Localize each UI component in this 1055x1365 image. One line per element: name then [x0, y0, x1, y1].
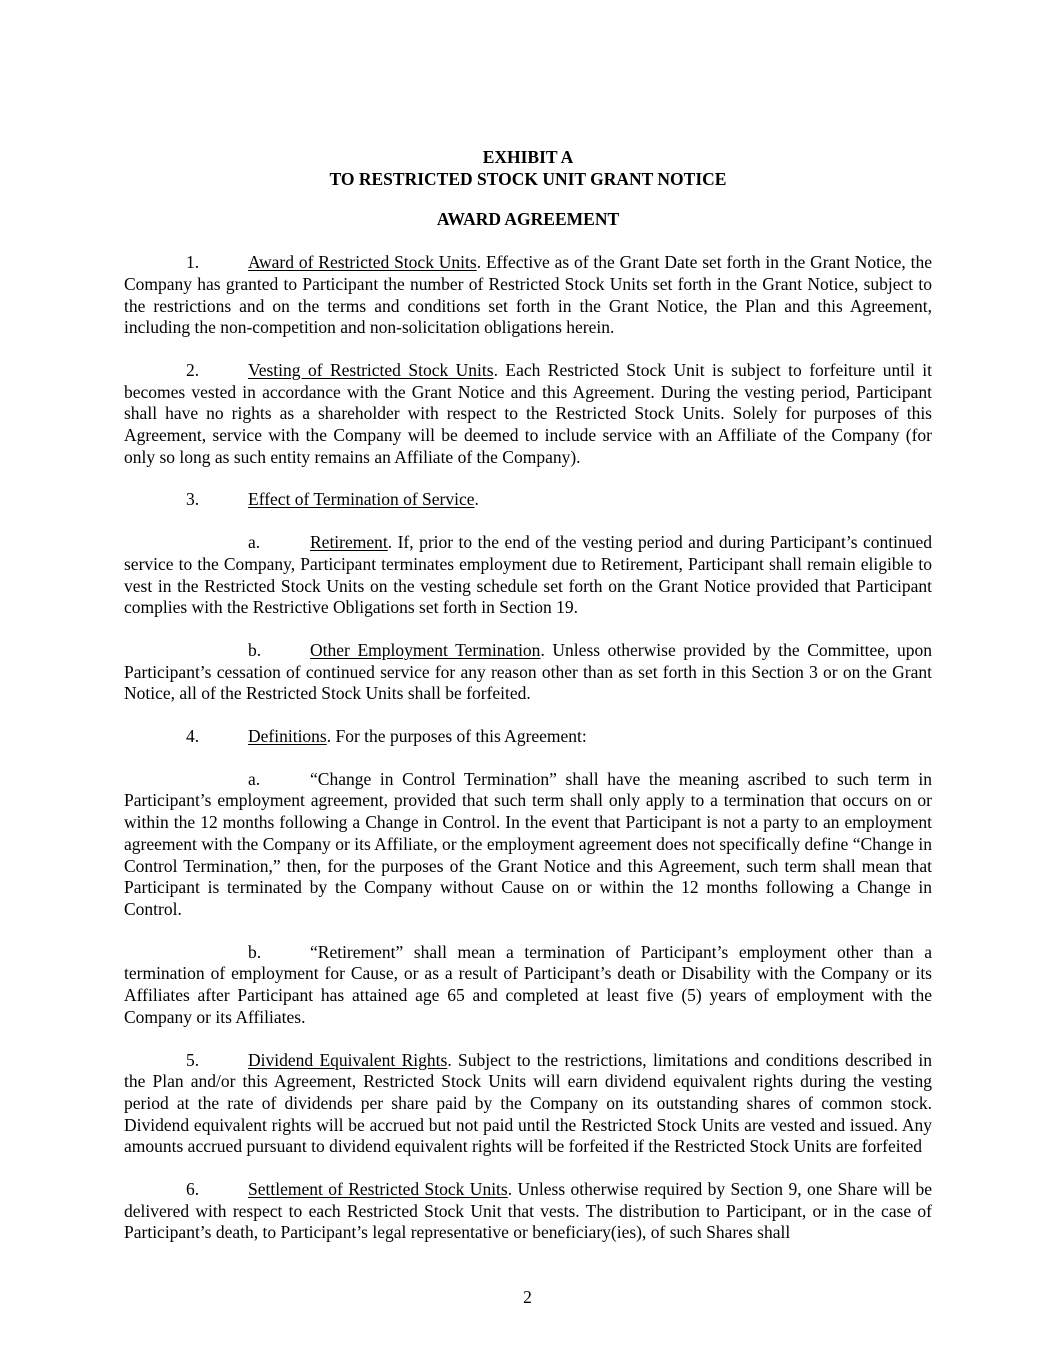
section-6	[124, 1179, 932, 1244]
page-number: 2	[523, 1287, 532, 1307]
section-5-text: . Subject to the restrictions, limitations and conditions described in the Plan and/or this Agreement, Restricted Stock Units will earn dividend equivalent rights during the vesting period at the rate of dividends per share paid by the Company on its outstanding shares of common stock. Dividend equivalent rights will be accrued but not paid until the Restricted Stock Units are vested and issued. Any amounts accrued pursuant to dividend equivalent rights will be forfeited if the Restricted Stock Units are forfeited	[124, 1049, 932, 1157]
section-2-text: . Each Restricted Stock Unit is subject to forfeiture until it becomes vested in accordance with the Grant Notice and this Agreement. During the vesting period, Participant shall have no rights as a shareholder with respect to the Restricted Stock Units. Solely for purposes of this Agreement, service with the Company will be deemed to include service with an Affiliate of the Company (for only so long as such entity remains an Affiliate of the Company).	[124, 359, 932, 467]
section-1	[124, 252, 932, 339]
section-4a	[124, 769, 932, 921]
section-3a	[124, 532, 932, 619]
section-1-text: . Effective as of the Grant Date set forth in the Grant Notice, the Company has granted to Participant the number of Restricted Stock Units set forth in the Grant Notice, subject to the restrictions and on the terms and conditions set forth in the Grant Notice, the Plan and this Agreement, including the non-competition and non-solicitation obligations herein.	[124, 252, 933, 338]
section-6-text: . Unless otherwise required by Section 9, one Share will be delivered with respect to each Restricted Stock Unit that vests. The distribution to Participant, or in the case of Participant’s death, to Participant’s legal representative or beneficiary(ies), of such Shares shall	[124, 1179, 932, 1243]
section-4b	[124, 942, 932, 1029]
section-2-number: 2.	[186, 359, 200, 380]
section-3a-heading: Retirement	[310, 532, 388, 553]
section-4-heading: Definitions	[248, 726, 327, 747]
section-3a-letter: a.	[248, 532, 261, 553]
section-5	[124, 1050, 932, 1159]
section-5-number: 5.	[186, 1049, 200, 1070]
section-3-heading: Effect of Termination of Service	[248, 489, 475, 510]
section-3	[124, 489, 932, 511]
section-4a-letter: a.	[248, 768, 261, 789]
section-3-text: .	[474, 489, 479, 510]
section-4-text: . For the purposes of this Agreement:	[326, 726, 587, 747]
exhibit-subtitle: TO RESTRICTED STOCK UNIT GRANT NOTICE	[329, 168, 727, 189]
document-body	[124, 147, 932, 1244]
section-4b-text: “Retirement” shall mean a termination of Participant’s employment other than a termination of employment for Cause, or as a result of Participant’s death or Disability with the Company or its Affiliates after Participant has attained age 65 and completed at least five (5) years of employment with the Company or its Affiliates.	[124, 941, 932, 1027]
exhibit-title: EXHIBIT A	[482, 147, 574, 167]
section-3-number: 3.	[186, 489, 200, 510]
section-2-heading: Vesting of Restricted Stock Units	[248, 359, 494, 380]
section-6-heading: Settlement of Restricted Stock Units	[248, 1179, 508, 1200]
section-4	[124, 726, 932, 748]
section-4b-letter: b.	[248, 941, 262, 962]
section-6-number: 6.	[186, 1179, 200, 1200]
section-3a-text: . If, prior to the end of the vesting period and during Participant’s continued service to the Company, Participant terminates employment due to Retirement, Participant shall remain eligible to vest in the Restricted Stock Units on the vesting schedule set forth on the Grant Notice provided that Participant complies with the Restrictive Obligations set forth in Section 19.	[124, 532, 932, 618]
agreement-title: AWARD AGREEMENT	[436, 209, 620, 230]
section-3b-letter: b.	[248, 639, 262, 660]
section-4a-text: “Change in Control Termination” shall have the meaning ascribed to such term in Participant’s employment agreement, provided that such term shall only apply to a termination that occurs on or within the 12 months following a Change in Control. In the event that Participant is not a party to an employment agreement with the Company or its Affiliate, or the employment agreement does not specifically define “Change in Control Termination,” then, for the purposes of the Grant Notice and this Agreement, such term shall mean that Participant is terminated by the Company without Cause on or within the 12 months following a Change in Control.	[124, 768, 932, 919]
section-4-number: 4.	[186, 726, 200, 747]
section-3b-text: . Unless otherwise provided by the Committee, upon Participant’s cessation of continued service for any reason other than as set forth in this Section 3 or on the Grant Notice, all of the Restricted Stock Units shall be forfeited.	[124, 639, 932, 704]
section-1-heading: Award of Restricted Stock Units	[248, 252, 477, 273]
section-3b	[124, 640, 932, 705]
section-3b-heading: Other Employment Termination	[310, 639, 541, 660]
section-1-number: 1.	[186, 252, 200, 273]
section-2	[124, 360, 932, 469]
section-5-heading: Dividend Equivalent Rights	[248, 1049, 448, 1070]
